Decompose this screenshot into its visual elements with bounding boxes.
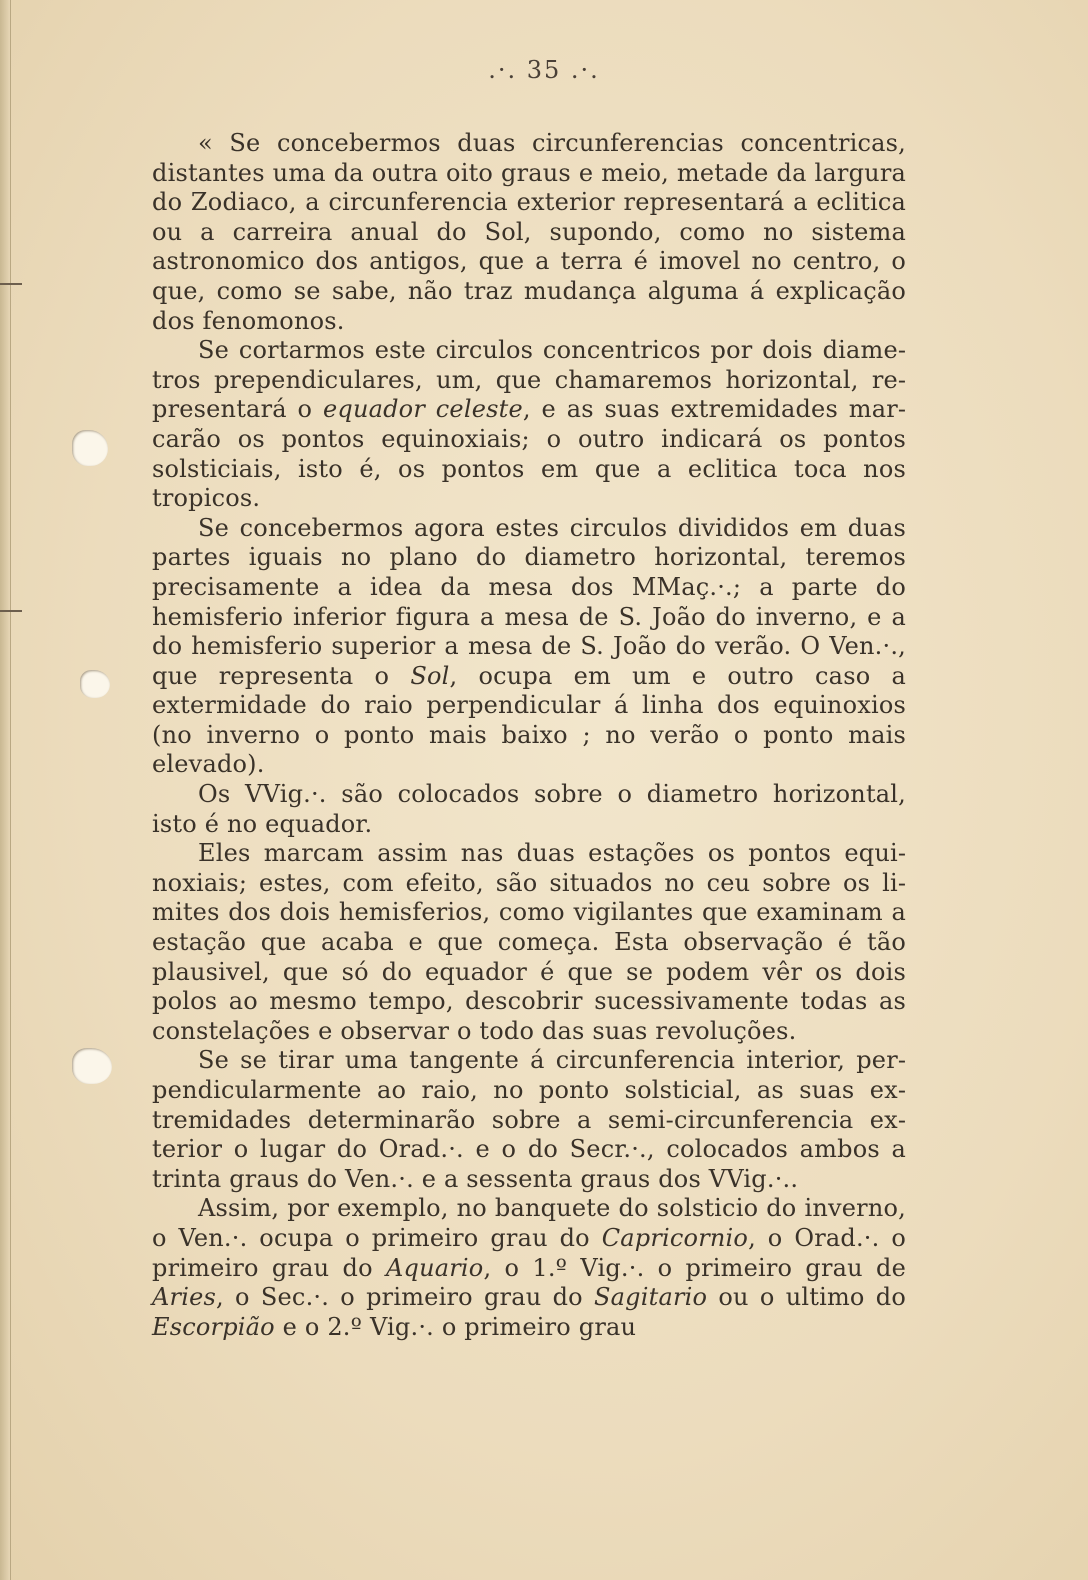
paper-damage-hole [72, 1048, 112, 1084]
text-run: ou o ultimo do [707, 1283, 906, 1312]
text-run: Se cortarmos este circulos concentricos por dois diametros prependiculares, um, que chamaremos horizontal, representará o [152, 336, 906, 424]
paragraph [152, 1046, 906, 1194]
paper-damage-hole [72, 430, 108, 466]
italic-term: Escorpião [152, 1312, 275, 1341]
italic-term: Sagitario [594, 1283, 708, 1312]
text-run: Os VVig.·. são colocados sobre o diametro horizontal, isto é no equador. [152, 780, 906, 838]
margin-mark [0, 610, 22, 612]
paragraph [152, 1194, 906, 1342]
paragraph [152, 336, 906, 514]
paragraph [152, 780, 906, 839]
italic-term: equador celeste [322, 395, 523, 424]
text-run: , o 1.º Vig.·. o primeiro grau de [483, 1253, 906, 1282]
page-number-header: .·. 35 .·. [488, 56, 600, 84]
paragraph [152, 839, 906, 1046]
text-run: Eles marcam assim nas duas estações os pontos equinoxiais; estes, com efeito, são situados no ceu sobre os limites dos dois hemisferios, como vigilantes que examinam a estação que acaba e que começa. Esta observação é tão plausivel, que só do equador é que se podem vêr os dois polos ao mesmo tempo, descobrir sucessivamente todas as constelações e observar o todo das suas revoluções. [152, 839, 906, 1045]
paragraph [152, 129, 906, 336]
text-run: , o Sec.·. o primeiro grau do [216, 1283, 595, 1312]
text-run: , e as suas extremidades marcarão os pontos equinoxiais; o outro indicará os pontos solsticiais, isto é, os pontos em que a eclitica toca nos tropicos. [152, 395, 907, 513]
page-binding-edge [0, 0, 11, 1580]
text-run: Assim, por exemplo, no banquete do solsticio do inverno, o Ven.·. ocupa o primeiro grau do [152, 1194, 906, 1252]
body-text [152, 129, 906, 1342]
text-run: « Se concebermos duas circunferencias concentricas, distantes uma da outra oito graus e meio, metade da largura do Zodiaco, a circunferencia exterior representará a eclitica ou a carreira anual do Sol, supondo, como no sistema astronomico dos antigos, que a terra é imovel no centro, o que, como se sabe, não traz mudança alguma á explicação dos fenomonos. [152, 129, 906, 335]
italic-term: Aquario [385, 1253, 484, 1282]
text-run: Se se tirar uma tangente á circunferencia interior, perpendicularmente ao raio, no ponto solsticial, as suas extremidades determinarão sobre a semi-circunferencia exterior o lugar do Orad.·. e o do Secr.·., colocados ambos a trinta graus do Ven.·. e a sessenta graus dos VVig.·.. [152, 1046, 906, 1193]
margin-mark [0, 283, 22, 285]
italic-term: Capricornio [601, 1223, 749, 1252]
text-run: Se concebermos agora estes circulos divididos em duas partes iguais no plano do diametro horizontal, teremos precisamente a idea da mesa dos MMaç.·.; a parte do hemisferio inferior figura a mesa de S. João do inverno, e a do hemisferio superior a mesa de S. João do verão. O Ven.·., que representa o [152, 513, 906, 690]
italic-term: Aries [152, 1283, 216, 1312]
paragraph [152, 514, 906, 780]
text-run: e o 2.º Vig.·. o primeiro grau [274, 1312, 637, 1341]
paper-damage-hole [80, 670, 110, 698]
text-run: , o Orad.·. o primeiro grau do [152, 1223, 906, 1282]
italic-term: Sol [410, 661, 450, 690]
text-run: , ocupa em um e outro caso a extermidade do raio perpendicular á linha dos equinoxios (no inverno o ponto mais baixo ; no verão o ponto mais elevado). [152, 661, 907, 779]
